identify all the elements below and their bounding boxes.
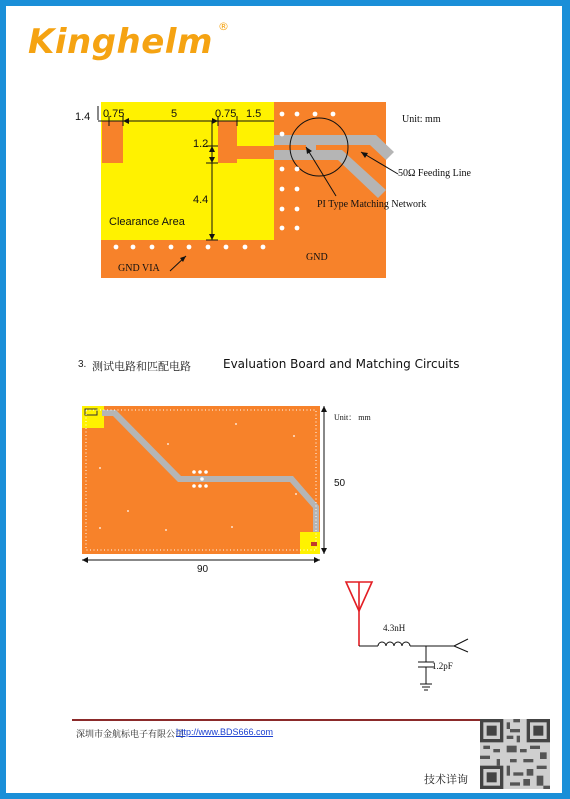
inductor-label: 4.3nH — [383, 623, 406, 633]
board-width-label: 90 — [197, 564, 209, 575]
antenna-pad-right — [218, 121, 237, 163]
dim-1-2: 1.2 — [193, 138, 209, 150]
registered-mark: ® — [218, 20, 229, 33]
section-number: 3. — [78, 359, 87, 370]
footer-divider — [72, 719, 482, 721]
clearance-label: Clearance Area — [109, 216, 185, 228]
section-title-en: Evaluation Board and Matching Circuits — [223, 357, 460, 371]
footer-url-link[interactable]: http://www.BDS666.com — [176, 727, 274, 737]
dim-5: 5 — [171, 108, 178, 120]
dim-4-4: 4.4 — [193, 194, 209, 206]
antenna-pad-left — [102, 121, 123, 163]
datasheet-page — [6, 6, 562, 793]
antenna-layout-figure — [6, 6, 562, 793]
capacitor-label: 1.2pF — [432, 661, 453, 671]
inductor-symbol — [378, 642, 410, 646]
matching-circuit-schematic — [346, 582, 468, 690]
dim-0-75-left: 0.75 — [103, 108, 125, 120]
unit-label-top: Unit: mm — [402, 114, 441, 125]
gnd-label: GND — [306, 252, 328, 263]
brand-logo: Kinghelm — [28, 22, 213, 62]
board-end-pad — [311, 542, 317, 546]
qr-code-icon — [480, 718, 550, 790]
section-title-cn: 测试电路和匹配电路 — [92, 360, 191, 373]
dim-1-5: 1.5 — [246, 108, 262, 120]
evaluation-board-figure — [82, 406, 371, 575]
footer-tech-details: 技术详询 — [424, 773, 468, 786]
footer-company: 深圳市金航标电子有限公司 — [76, 730, 185, 740]
port-symbol — [454, 639, 468, 652]
dim-1-4: 1.4 — [75, 111, 91, 123]
matching-network-label: PI Type Matching Network — [317, 199, 427, 210]
dim-0-75-right: 0.75 — [215, 108, 237, 120]
feeding-line-label: 50Ω Feeding Line — [398, 168, 471, 179]
board-unit-label: Unit： mm — [334, 413, 371, 422]
board-height-label: 50 — [334, 478, 346, 489]
gnd-via-label: GND VIA — [118, 263, 160, 274]
